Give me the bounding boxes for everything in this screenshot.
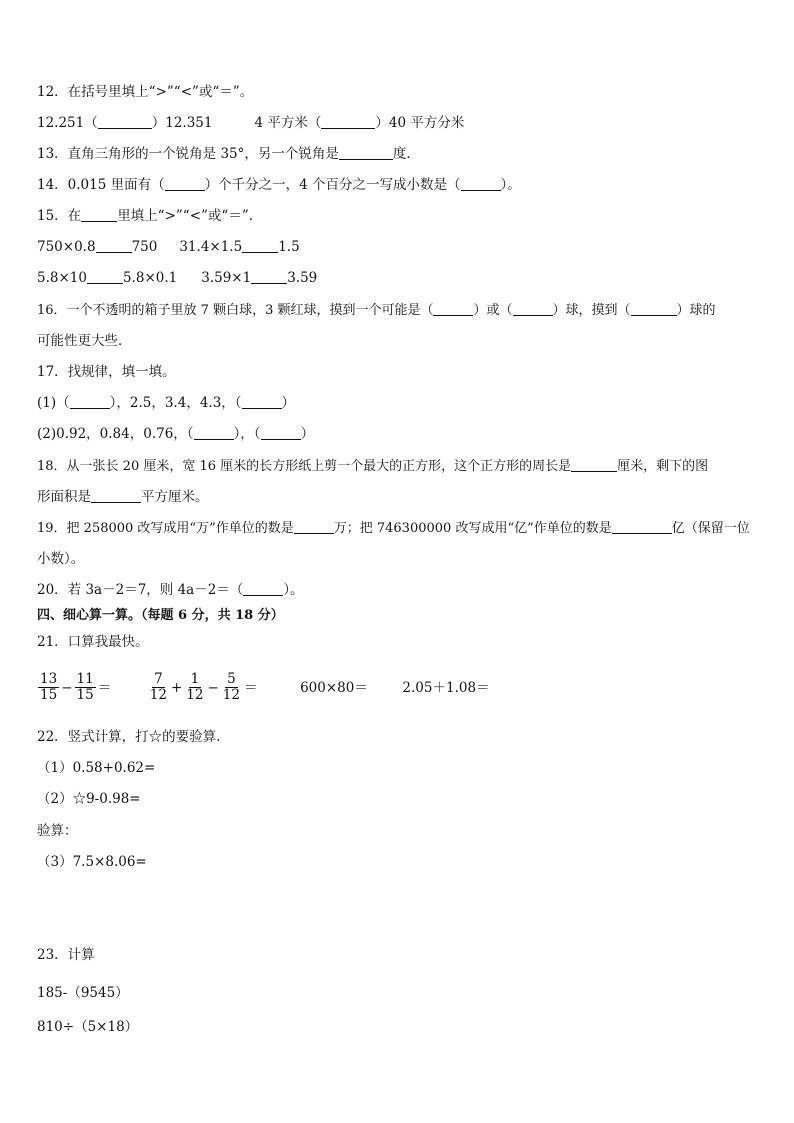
blank-sample [81, 207, 117, 222]
q12-b-right: ）40 平方分米 [375, 115, 465, 131]
q23-item-1: 185-（9545） [37, 985, 129, 1001]
q12-b-left: 4 平方米（ [254, 115, 322, 131]
q23-stem: 23．计算 [37, 947, 95, 963]
answer-blank[interactable] [612, 519, 672, 534]
q19-text-1: 19．把 258000 改写成用“万”作单位的数是 [37, 521, 294, 536]
numerator: 5 [227, 671, 236, 687]
answer-blank[interactable] [251, 269, 287, 284]
denominator: 15 [76, 687, 94, 703]
q22-item-2: （2）☆9-0.98= [37, 791, 141, 807]
answer-blank[interactable] [70, 394, 110, 409]
answer-blank[interactable] [243, 581, 283, 596]
answer-blank[interactable] [165, 176, 205, 191]
q16-line-2: 可能性更大些． [37, 333, 132, 349]
q16-line-1 [37, 301, 716, 320]
q12-a-right: ）12.351 [151, 115, 213, 131]
expr: 5.8×0.1 [122, 270, 178, 286]
fraction [184, 672, 205, 703]
q14-text-3: ）。 [500, 177, 521, 193]
fraction [75, 672, 96, 703]
q19-line-1 [37, 519, 750, 538]
q15-stem [37, 207, 262, 225]
q14-text-2: ）个千分之一，4 个百分之一写成小数是（ [204, 177, 461, 193]
q13-unit: 度． [392, 146, 420, 162]
q18-line-1 [37, 457, 708, 476]
q22-check-label: 验算： [37, 823, 78, 839]
answer-blank[interactable] [96, 238, 132, 253]
answer-blank[interactable] [571, 457, 617, 472]
answer-blank[interactable] [87, 269, 123, 284]
q13 [37, 145, 420, 163]
answer-blank[interactable] [339, 145, 393, 160]
q19-text-2: 万；把 746300000 改写成用“亿”作单位的数是 [333, 521, 612, 536]
expr: 3.59 [287, 270, 318, 286]
equals-sign: ＝ [243, 679, 258, 696]
seq-text: ），（ [233, 426, 261, 442]
q18-line-2 [37, 488, 209, 506]
q17-seq-2 [37, 425, 314, 443]
answer-blank[interactable] [242, 394, 282, 409]
numerator: 11 [76, 671, 94, 687]
section-title: 四、细心算一算。（每题 6 分，共 18 分） [37, 608, 284, 623]
q12-stem: 12．在括号里填上“>”“<”或“＝”。 [37, 84, 254, 100]
q18-text-2: 厘米，剩下的图 [617, 459, 709, 474]
q19-text-3: 亿（保留一位 [671, 521, 750, 536]
answer-blank[interactable] [91, 488, 141, 503]
answer-blank[interactable] [194, 425, 234, 440]
denominator: 15 [40, 687, 58, 703]
answer-blank[interactable] [321, 114, 375, 129]
q17-seq-1 [37, 394, 295, 412]
expr: 3.59×1 [201, 270, 252, 286]
q18-text-3: 形面积是 [37, 489, 91, 505]
denominator: 12 [186, 687, 204, 703]
q20 [37, 581, 304, 599]
minus-sign: − [207, 679, 219, 696]
q19-line-2: 小数）。 [37, 551, 85, 567]
fraction [148, 672, 169, 703]
answer-blank[interactable] [261, 425, 301, 440]
answer-blank[interactable] [242, 238, 278, 253]
seq-text: ） [281, 395, 296, 411]
seq-text: ），2.5，3.4，4.3，（ [109, 395, 242, 411]
expr: 750×0.8 [37, 239, 96, 255]
fraction [38, 672, 59, 703]
answer-blank[interactable] [433, 301, 473, 316]
q22-item-1: （1）0.58+0.62= [37, 760, 156, 776]
q14 [37, 176, 521, 194]
expr: 1.5 [278, 239, 300, 255]
seq-text: (2)0.92，0.84，0.76，（ [37, 426, 194, 442]
q16-text-2: ）或（ [473, 303, 513, 318]
q21-stem: 21．口算我最快。 [37, 634, 149, 650]
fraction [221, 672, 242, 703]
q12-items [37, 114, 464, 132]
q16-text-4: ）球的 [676, 303, 716, 318]
q23-item-2: 810÷（5×18） [37, 1019, 139, 1035]
denominator: 12 [222, 687, 240, 703]
expr: 750 [131, 239, 158, 255]
q14-text-1: 14．0.015 里面有（ [37, 177, 165, 193]
q15-row-2 [37, 269, 317, 287]
numerator: 1 [190, 671, 200, 687]
q15-row-1 [37, 238, 300, 256]
answer-blank[interactable] [513, 301, 553, 316]
seq-text: ） [300, 426, 315, 442]
q16-text-1: 16．一个不透明的箱子里放 7 颗白球，3 颗红球，摸到一个可能是（ [37, 303, 434, 318]
q20-text-2: ）。 [283, 582, 304, 598]
expr: 5.8×10 [37, 270, 87, 286]
expr: 600×80＝ [300, 679, 368, 696]
expr: 31.4×1.5 [179, 239, 243, 255]
denominator: 12 [149, 687, 167, 703]
answer-blank[interactable] [98, 114, 152, 129]
q18-text-4: 平方厘米。 [141, 489, 209, 505]
seq-text: (1)（ [37, 395, 70, 411]
q20-text-1: 20．若 3a－2＝7，则 4a－2＝（ [37, 582, 244, 598]
answer-blank[interactable] [461, 176, 501, 191]
answer-blank[interactable] [294, 519, 334, 534]
plus-sign: + [170, 679, 183, 696]
q13-text: 13．直角三角形的一个锐角是 35°，另一个锐角是 [37, 146, 339, 162]
q18-text-1: 18．从一张长 20 厘米，宽 16 厘米的长方形纸上剪一个最大的正方形，这个正方形的周长是 [37, 459, 572, 474]
q15-text-1: 15．在 [37, 208, 82, 224]
q16-text-3: ）球，摸到（ [552, 303, 631, 318]
q22-item-3: （3）7.5×8.06= [37, 854, 147, 870]
q15-text-2: 里填上“>”“<”或“＝”． [117, 208, 263, 224]
equals-sign: ＝ [97, 679, 112, 696]
minus-sign: − [61, 679, 73, 696]
q17-stem: 17．找规律，填一填。 [37, 364, 176, 380]
numerator: 7 [154, 671, 163, 687]
expr: 2.05＋1.08＝ [402, 679, 490, 696]
q22-stem: 22．竖式计算，打☆的要验算． [37, 729, 230, 745]
q12-a-left: 12.251（ [37, 115, 98, 131]
q21-exprs [37, 670, 491, 706]
answer-blank[interactable] [631, 301, 677, 316]
numerator: 13 [40, 671, 58, 687]
